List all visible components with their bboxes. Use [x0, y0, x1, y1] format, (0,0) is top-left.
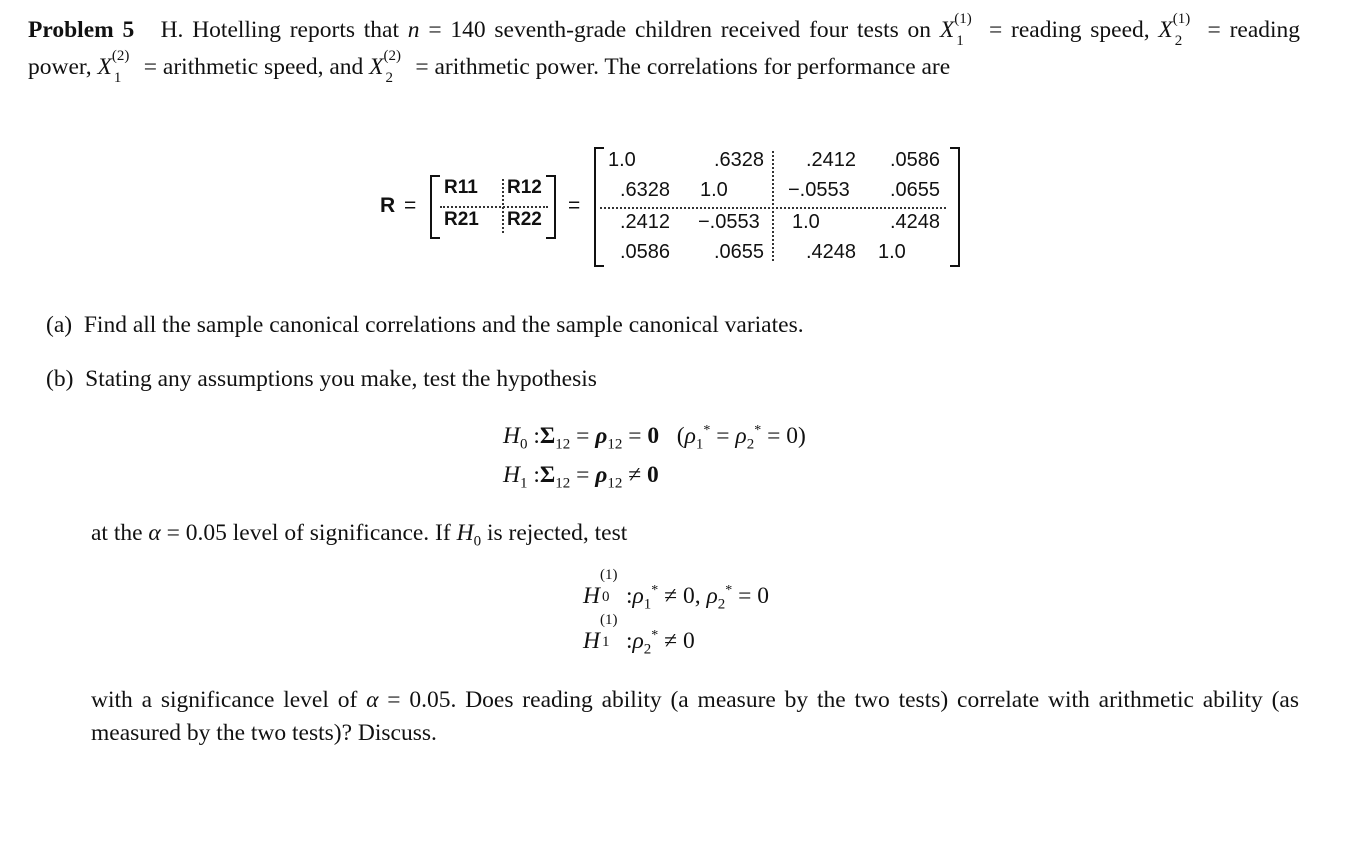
part-b-text: Stating any assumptions you make, test the hypothesis: [85, 366, 597, 392]
block-r12: R12: [507, 177, 542, 198]
part-b: [46, 366, 597, 393]
alpha-line-a: at the: [91, 520, 143, 546]
x11-description: reading speed,: [1011, 17, 1150, 43]
matrix-cell: −.0553: [788, 179, 850, 201]
alpha-line: at the α = 0.05 level of significance. If $H_0$ is rejected, test: [91, 520, 628, 550]
n-value: 140: [450, 17, 486, 43]
correlation-matrix: R = R11 R12 R21 R22 = 1.0 .6328 .2412 .0586 .6328 1.0 −.0553 .0655 .2412 −.0553 1.0 .4248 .0586 .0655 .4248 1.0: [380, 143, 980, 273]
matrix-r-label: R: [380, 194, 396, 217]
block-r22: R22: [507, 209, 542, 230]
matrix-cell: .0586: [620, 241, 671, 263]
final-text-b: Does reading ability (a measure by the two tests) correlate with: [465, 687, 1090, 713]
hypothesis-h1: $H_1$ $:\Sigma_{12} = \rho_{12} \ne 0$: [503, 462, 659, 492]
matrix-cell: −.0553: [698, 211, 760, 233]
final-text-c: arithmetic ability (as measured by the two tests)? Discuss.: [91, 687, 1299, 746]
alpha-value: 0.05: [185, 520, 227, 546]
x12-description: arithmetic speed, and: [162, 54, 364, 80]
x21-description: reading power,: [28, 17, 1301, 80]
matrix-cell: .0655: [714, 241, 765, 263]
final-alpha-value: 0.05: [409, 687, 451, 713]
block-r11: R11: [444, 177, 478, 198]
intro-text-d: are: [921, 54, 951, 80]
x22-description: arithmetic power.: [434, 54, 599, 80]
final-paragraph: with a significance level of α = 0.05. Does reading ability (a measure by the two tests) correlate with arithmetic ability (as measured by the two tests)? Discuss.: [91, 687, 1299, 746]
matrix-cell: .6328: [620, 179, 671, 201]
alpha-line-c: is rejected, test: [486, 520, 628, 546]
matrix-cell: .0655: [890, 179, 941, 201]
matrix-cell: .0586: [890, 149, 941, 171]
matrix-cell: .4248: [806, 241, 857, 263]
hypothesis-h1-1: H (1) 1 $:\rho_2^* \ne 0$: [583, 612, 695, 658]
block-r21: R21: [444, 209, 479, 230]
matrix-cell: 1.0: [878, 241, 906, 263]
matrix-cell: .2412: [806, 149, 857, 171]
matrix-cell: .2412: [620, 211, 671, 233]
matrix-cell: 1.0: [700, 179, 728, 201]
hypothesis-h0: $H_0$ $:\Sigma_{12} = \rho_{12} = 0$ $(\rho_1^* = \rho_2^* = 0)$: [503, 423, 806, 453]
problem-label: Problem 5: [28, 17, 135, 43]
matrix-cell: .6328: [714, 149, 765, 171]
part-b-label: (b): [46, 366, 74, 392]
matrix-cell: 1.0: [608, 149, 636, 171]
alpha-line-b: level of significance. If: [232, 520, 451, 546]
part-a-text: Find all the sample canonical correlations and the sample canonical variates.: [83, 312, 804, 338]
problem-statement: Problem 5 H. Hotelling reports that n = 140 seventh-grade children received four tests on X (1) 1 = reading speed, X (1) 2 = reading power, X (2) 1 = arithmetic speed, and X (2) 2 = arithmetic power. The correlations for performance are: [28, 11, 1301, 86]
final-text-a: with a significance level of: [91, 687, 358, 713]
intro-text-a: H. Hotelling reports that: [160, 17, 400, 43]
part-a: [46, 312, 804, 339]
intro-text-b: seventh-grade children received four tests on: [494, 17, 932, 43]
hypothesis-h0-1: H (1) 0 $:\rho_1^* \ne 0$, $\rho_2^* = 0$: [583, 567, 769, 613]
intro-text-c: The correlations for performance: [604, 54, 916, 80]
matrix-cell: .4248: [890, 211, 941, 233]
part-a-label: (a): [46, 312, 73, 338]
matrix-cell: 1.0: [792, 211, 820, 233]
